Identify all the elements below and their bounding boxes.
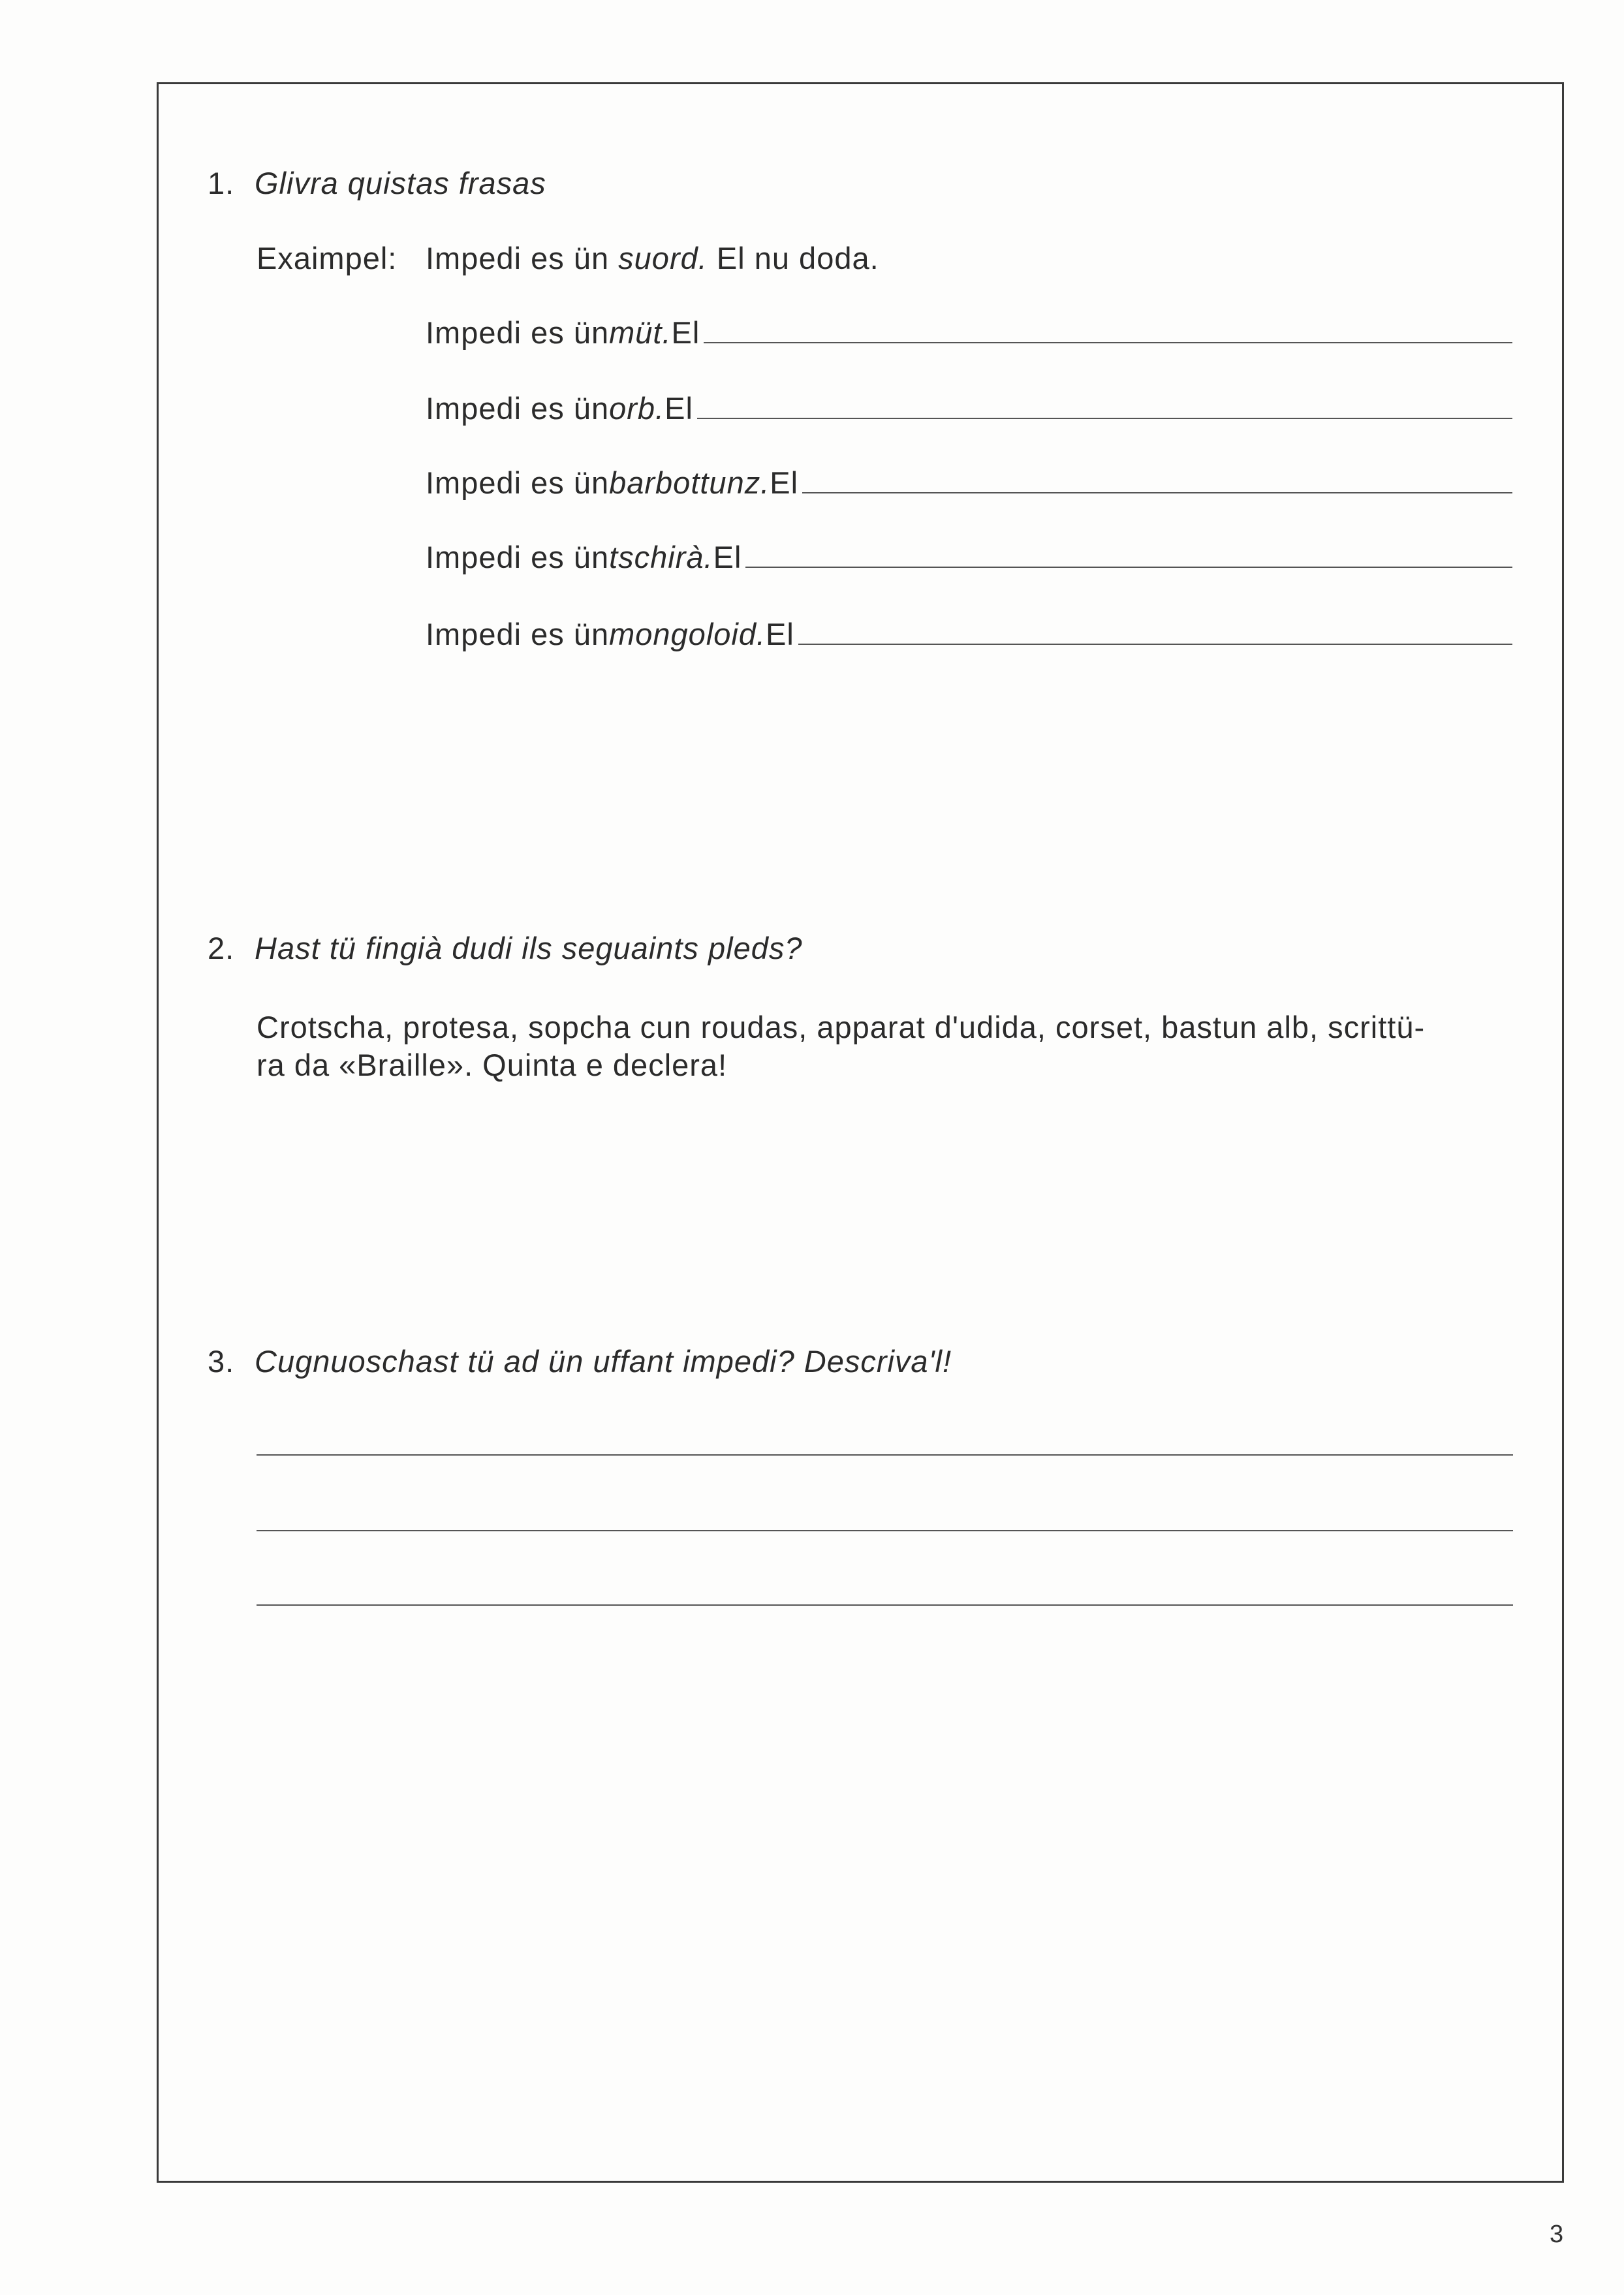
answer-blank[interactable]: [704, 322, 1512, 343]
exercise-2-title: Hast tü fingià dudi ils seguaints pleds?: [255, 931, 803, 965]
row-word: müt.: [609, 315, 672, 350]
exercise-3-heading: [208, 1343, 952, 1379]
answer-line[interactable]: [257, 1454, 1513, 1456]
example-end: El nu doda.: [707, 241, 879, 275]
row-suffix: El: [664, 391, 693, 426]
row-prefix: Impedi es ün: [426, 617, 610, 651]
exercise-2-text: [257, 1008, 1516, 1084]
exercise-1-title: Glivra quistas frasas: [255, 166, 546, 200]
fill-in-row: [426, 390, 1512, 426]
row-suffix: El: [766, 617, 794, 651]
row-suffix: El: [713, 540, 742, 574]
row-suffix: El: [770, 465, 799, 500]
example-start: Impedi es ün: [426, 241, 619, 275]
row-suffix: El: [671, 315, 700, 350]
fill-in-row: [426, 539, 1512, 575]
exercise-2-heading: [208, 930, 802, 966]
row-word: barbottunz.: [609, 465, 770, 500]
answer-line[interactable]: [257, 1604, 1513, 1606]
answer-blank[interactable]: [798, 624, 1512, 645]
row-word: orb.: [609, 391, 665, 426]
page-number: 3: [1550, 2221, 1564, 2248]
row-word: tschirà.: [609, 540, 713, 574]
row-prefix: Impedi es ün: [426, 540, 610, 574]
answer-blank[interactable]: [745, 547, 1512, 568]
exercise-2-text-line-2: ra da «Braille». Quinta e declera!: [257, 1048, 728, 1082]
fill-in-row: [426, 465, 1512, 501]
exercise-1-heading: [208, 165, 546, 201]
example-label: Exaimpel:: [257, 241, 398, 275]
exercise-2-number: 2.: [208, 931, 235, 965]
answer-blank[interactable]: [697, 398, 1512, 419]
exercise-3-number: 3.: [208, 1344, 235, 1379]
row-prefix: Impedi es ün: [426, 465, 610, 500]
exercise-1-number: 1.: [208, 166, 235, 200]
exercise-3-title: Cugnuoschast tü ad ün uffant impedi? Descriva'l!: [255, 1344, 952, 1379]
answer-blank[interactable]: [802, 473, 1512, 493]
example-word: suord.: [618, 241, 708, 275]
fill-in-row: [426, 315, 1512, 351]
row-prefix: Impedi es ün: [426, 391, 610, 426]
row-prefix: Impedi es ün: [426, 315, 610, 350]
answer-line[interactable]: [257, 1530, 1513, 1531]
row-word: mongoloid.: [609, 617, 766, 651]
exercise-1-example: [257, 240, 879, 276]
exercise-2-text-line-1: Crotscha, protesa, sopcha cun roudas, apparat d'udida, corset, bastun alb, scrittü-: [257, 1010, 1426, 1044]
fill-in-row: [426, 616, 1512, 652]
